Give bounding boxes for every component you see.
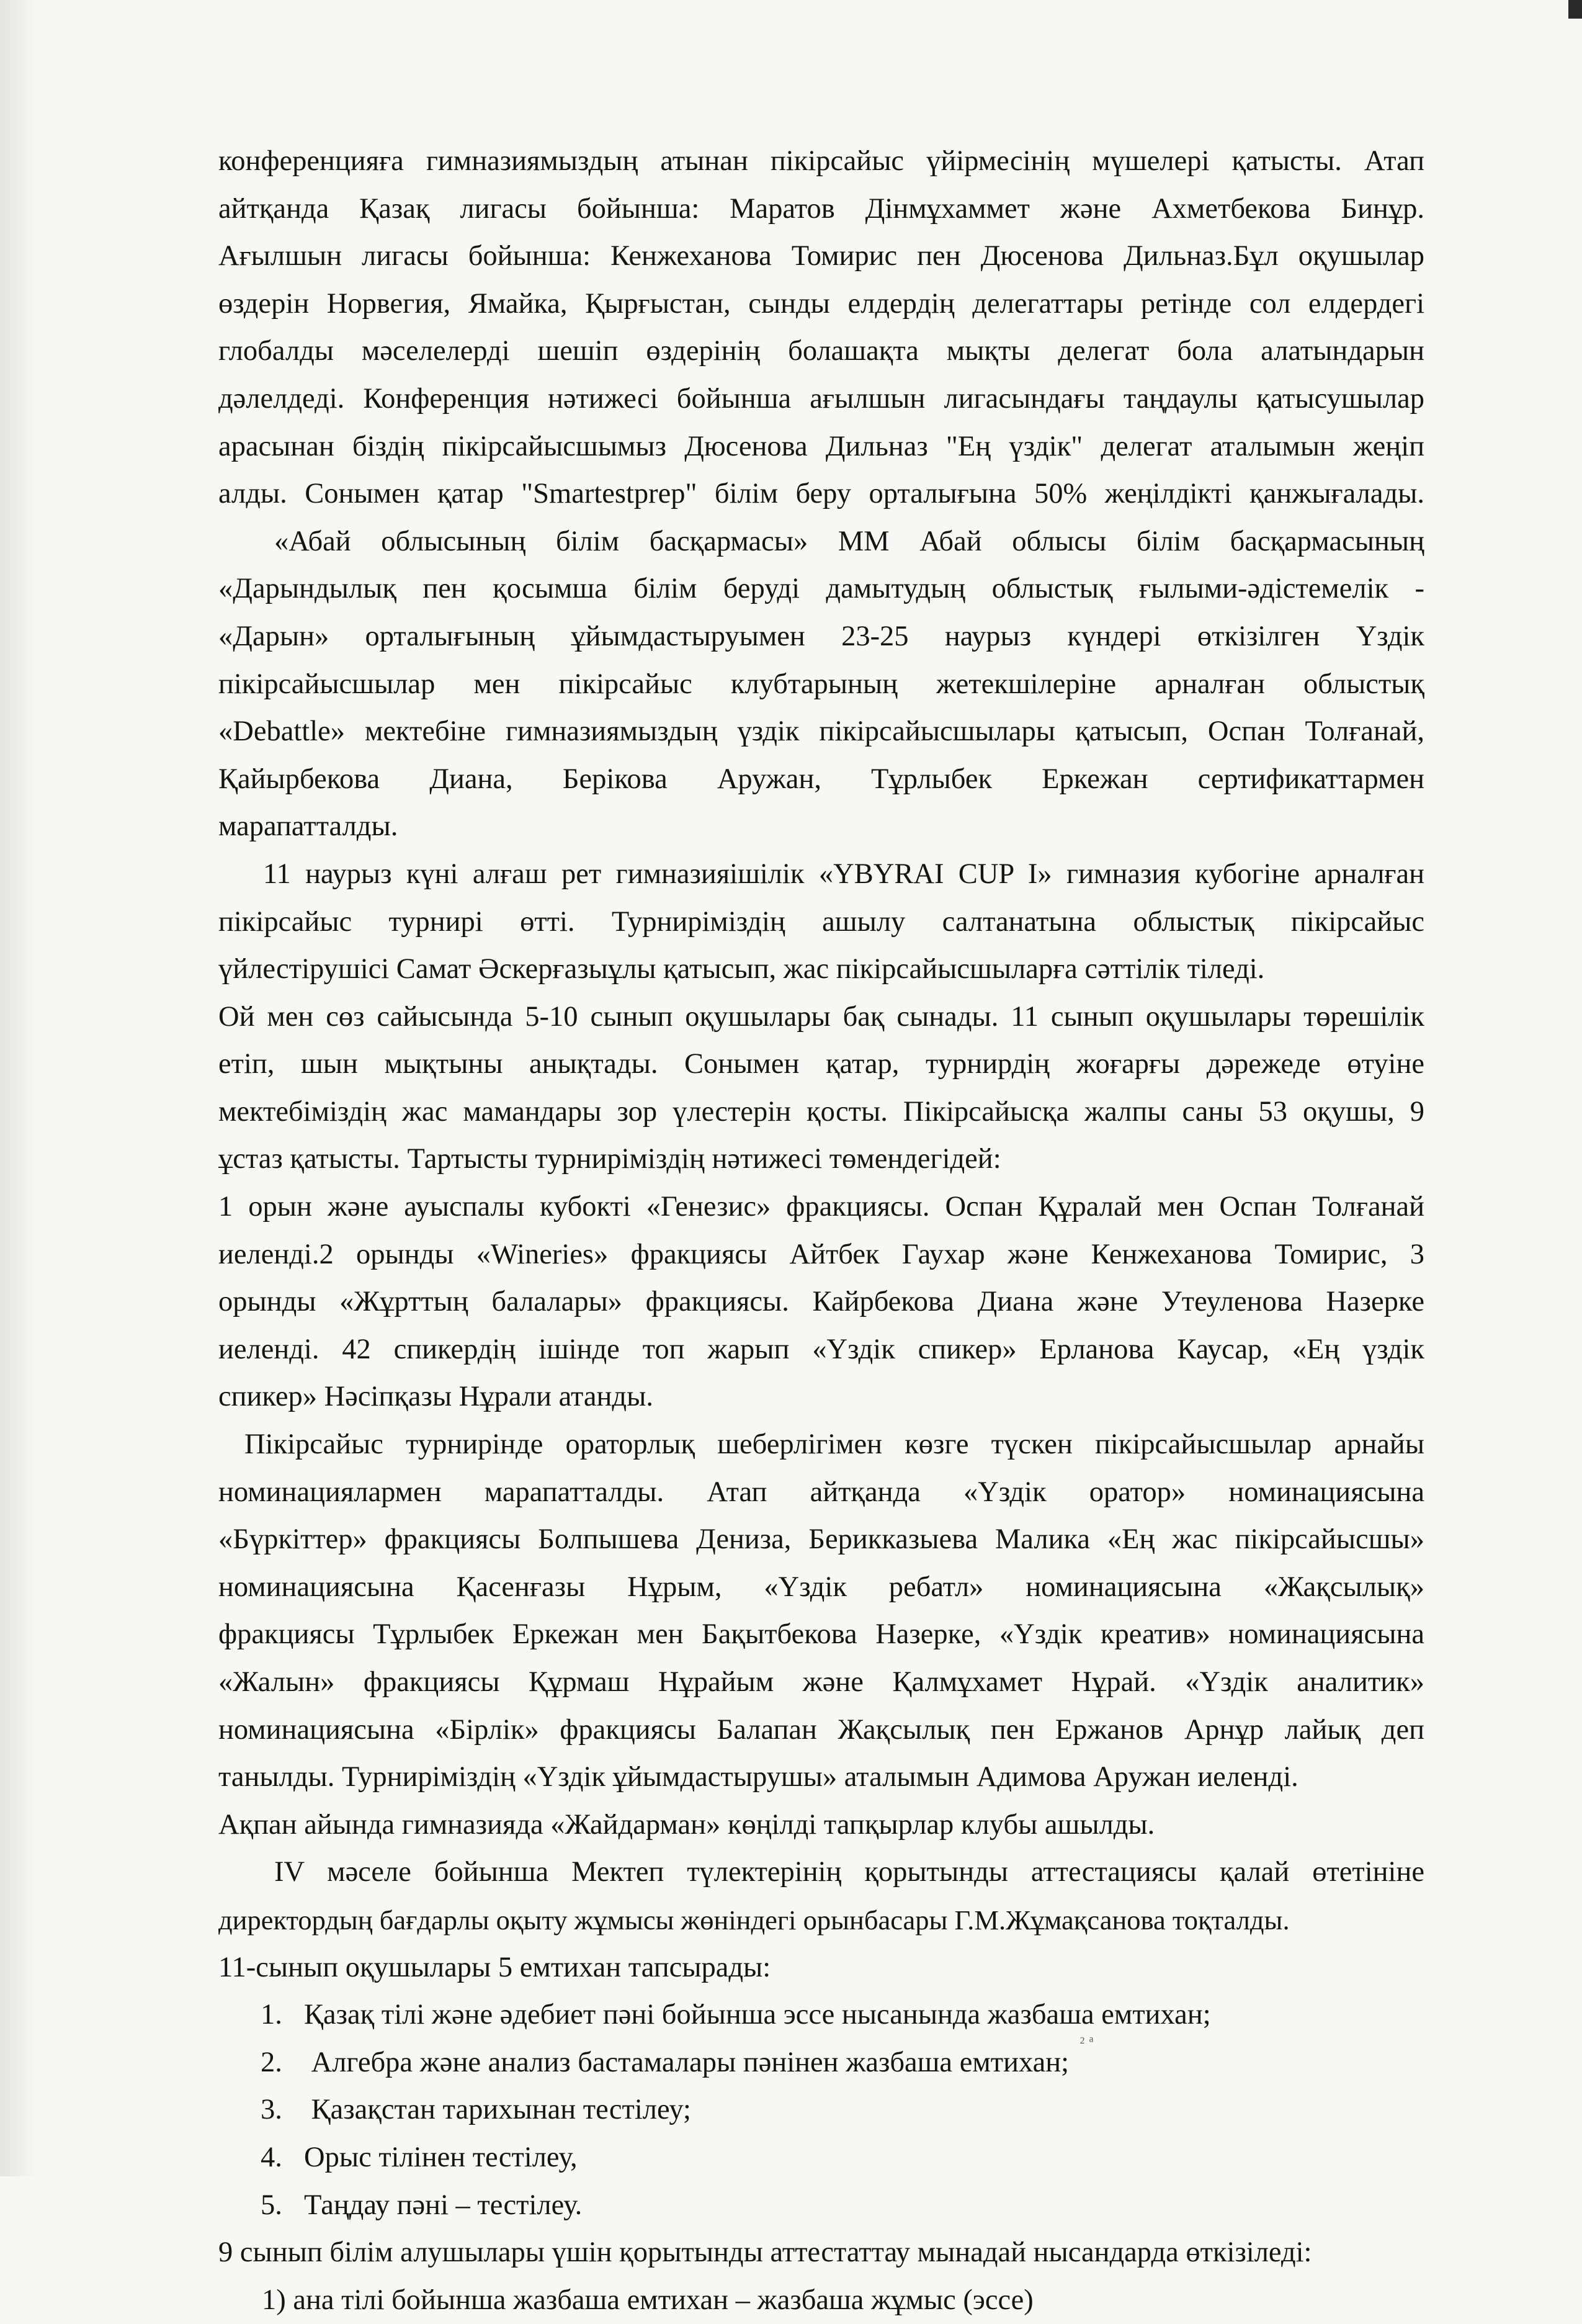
text-line: Ағылшын лигасы бойынша: Кенжеханова Томирис пен Дюсенова Дильназ.Бұл оқушылар — [218, 240, 1424, 272]
text-line: Ой мен сөз сайысында 5-10 сынып оқушылары бақ сынады. 11 сынып оқушылары төрешілік — [218, 1000, 1424, 1033]
text-line: пікірсайыс турнирі өтті. Турниріміздің ашылу салтанатына облыстық пікірсайыс — [218, 905, 1424, 938]
text-line: Қайырбекова Диана, Берікова Аружан, Тұрлыбек Еркежан сертификаттармен — [218, 763, 1424, 795]
paragraph-grade9 — [218, 2229, 1424, 2324]
paragraph-results — [218, 1183, 1424, 1421]
list-item — [218, 1991, 1424, 2039]
text-line: «Debattle» мектебіне гимназиямыздың үздік пікірсайысшылары қатысып, Оспан Толғанай, — [218, 716, 1424, 748]
text-line: 1 орын және ауыспалы кубокті «Генезис» фракциясы. Оспан Құралай мен Оспан Толғанай — [218, 1191, 1424, 1223]
text-line: орынды «Жұрттың балалары» фракциясы. Кайрбекова Диана және Утеуленова Назерке — [218, 1286, 1424, 1318]
list-item — [218, 2134, 1424, 2182]
list-item — [218, 2086, 1424, 2134]
text-line: Пікірсайыс турнирінде ораторлық шеберлігімен көзге түскен пікірсайысшылар арнайы — [244, 1429, 1424, 1461]
text-line: 11 наурыз күні алғаш рет гимназияішілік «YBYRAI CUP I» гимназия кубогіне арналған — [263, 858, 1424, 890]
paragraph-tournament — [218, 994, 1424, 1183]
exam-list — [218, 1991, 1424, 2229]
text-line: 11-сынып оқушылары 5 емтихан тапсырады: — [218, 1951, 771, 1983]
text-line: «Бүркіттер» фракциясы Болпышева Дениза, Берикказыева Малика «Ең жас пікірсайысшы» — [218, 1523, 1424, 1556]
text-line: номинациясына «Бірлік» фракциясы Балапан Жақсылық пен Ержанов Арнұр лайық деп — [218, 1713, 1424, 1746]
list-item — [218, 2039, 1424, 2087]
paragraph-attestation — [218, 1849, 1424, 1944]
text-line: «Дарын» орталығының ұйымдастыруымен 23-25 наурыз күндері өткізілген Үздік — [218, 620, 1424, 652]
text-line: пікірсайысшылар мен пікірсайыс клубтарының жетекшілеріне арналған облыстық — [218, 668, 1424, 700]
list-item-text: Таңдау пәні – тестілеу. — [304, 2189, 583, 2221]
text-line: спикер» Нәсіпқазы Нұрали атанды. — [218, 1381, 653, 1413]
scan-corner-mark — [1568, 0, 1582, 19]
text-line: үйлестірушісі Самат Әскерғазыұлы қатысып, жас пікірсайысшыларға сәттілік тіледі. — [218, 953, 1265, 985]
text-line: марапатталды. — [218, 810, 398, 843]
text-line: директордың бағдарлы оқыту жұмысы жөніндегі орынбасары Г.М.Жұмақсанова тоқталды. — [218, 1904, 1290, 1936]
text-line: 1) ана тілі бойынша жазбаша емтихан – жазбаша жұмыс (эссе) — [262, 2284, 1034, 2316]
text-line: фракциясы Тұрлыбек Еркежан мен Бақытбекова Назерке, «Үздік креатив» номинациясына — [218, 1618, 1424, 1651]
list-item-number: 1. — [261, 1999, 282, 2031]
text-line: етіп, шын мықтыны анықтады. Сонымен қатар, турнирдің жоғарғы дәрежеде өтуіне — [218, 1048, 1424, 1080]
text-line: өздерін Норвегия, Ямайка, Қырғыстан, сынды елдердің делегаттары ретінде сол елдердегі — [218, 287, 1424, 320]
list-item-text: Қазақ тілі және әдебиет пәні бойынша эссе нысанында жазбаша емтихан; — [304, 1999, 1211, 2031]
paragraph-zhaidarman — [218, 1801, 1424, 1849]
text-line: IV мәселе бойынша Мектеп түлектерінің қорытынды аттестациясы қалай өтетініне — [274, 1856, 1424, 1888]
text-line: номинациялармен марапатталды. Атап айтқанда «Үздік оратор» номинациясына — [218, 1476, 1424, 1508]
list-item-number: 4. — [261, 2141, 282, 2173]
text-line: алды. Сонымен қатар "Smartestprep" білім беру орталығына 50% жеңілдікті қанжығалады. — [218, 478, 1424, 510]
page-mark: ₂ ₐ — [1079, 2026, 1094, 2044]
text-line: дәлелдеді. Конференция нәтижесі бойынша ағылшын лигасындағы таңдаулы қатысушылар — [218, 382, 1424, 415]
text-line: мектебіміздің жас мамандары зор үлестерін қосты. Пікірсайысқа жалпы саны 53 оқушы, 9 — [218, 1095, 1424, 1128]
paragraph-ybyrai-cup — [218, 851, 1424, 994]
paragraph-nominations — [218, 1421, 1424, 1801]
text-line: танылды. Турниріміздің «Үздік ұйымдастырушы» аталымын Адимова Аружан иеленді. — [218, 1761, 1298, 1793]
document-body — [218, 138, 1424, 2324]
text-line: номинациясына Қасенғазы Нұрым, «Үздік ребатл» номинациясына «Жақсылық» — [218, 1571, 1424, 1603]
paragraph-debattle — [218, 518, 1424, 851]
list-item-number: 2. — [261, 2046, 282, 2078]
text-line: «Жалын» фракциясы Құрмаш Нұрайым және Қалмұхамет Нұрай. «Үздік аналитик» — [218, 1666, 1424, 1698]
text-line: арасынан біздің пікірсайысшымыз Дюсенова Дильназ "Ең үздік" делегат аталымын жеңіп — [218, 430, 1424, 462]
text-line: 9 сынып білім алушылары үшін қорытынды аттестаттау мынадай нысандарда өткізіледі: — [218, 2237, 1312, 2269]
list-item-text: Алгебра және анализ бастамалары пәнінен жазбаша емтихан; — [304, 2046, 1070, 2078]
list-item — [218, 2182, 1424, 2230]
text-line: айтқанда Қазақ лигасы бойынша: Маратов Дінмұхаммет және Ахметбекова Бинұр. — [218, 192, 1424, 225]
text-line: иеленді. 42 спикердің ішінде топ жарып «Үздік спикер» Ерланова Каусар, «Ең үздік — [218, 1333, 1424, 1365]
text-line: глобалды мәселелерді шешіп өздерінің болашақта мықты делегат бола алатындарын — [218, 335, 1424, 367]
paragraph-grade11-intro — [218, 1944, 1424, 1992]
list-item-text: Қазақстан тарихынан тестілеу; — [304, 2094, 691, 2126]
paragraph-conference — [218, 138, 1424, 518]
text-line: конференцияға гимназиямыздың атынан пікірсайыс үйірмесінің мүшелері қатысты. Атап — [218, 145, 1424, 177]
text-line: ұстаз қатысты. Тартысты турниріміздің нәтижесі төмендегідей: — [218, 1143, 1001, 1175]
text-line: Ақпан айында гимназияда «Жайдарман» көңілді тапқырлар клубы ашылды. — [218, 1808, 1155, 1841]
text-line: иеленді.2 орынды «Wineries» фракциясы Айтбек Гаухар және Кенжеханова Томирис, 3 — [218, 1238, 1424, 1270]
text-line: «Абай облысының білім басқармасы» ММ Абай облысы білім басқармасының — [274, 525, 1424, 557]
list-item-number: 3. — [261, 2094, 282, 2126]
scan-left-edge — [0, 0, 36, 2176]
text-line: «Дарындылық пен қосымша білім беруді дамытудың облыстық ғылыми-әдістемелік - — [218, 573, 1424, 605]
list-item-text: Орыс тілінен тестілеу, — [304, 2141, 578, 2173]
list-item-number: 5. — [261, 2189, 282, 2221]
